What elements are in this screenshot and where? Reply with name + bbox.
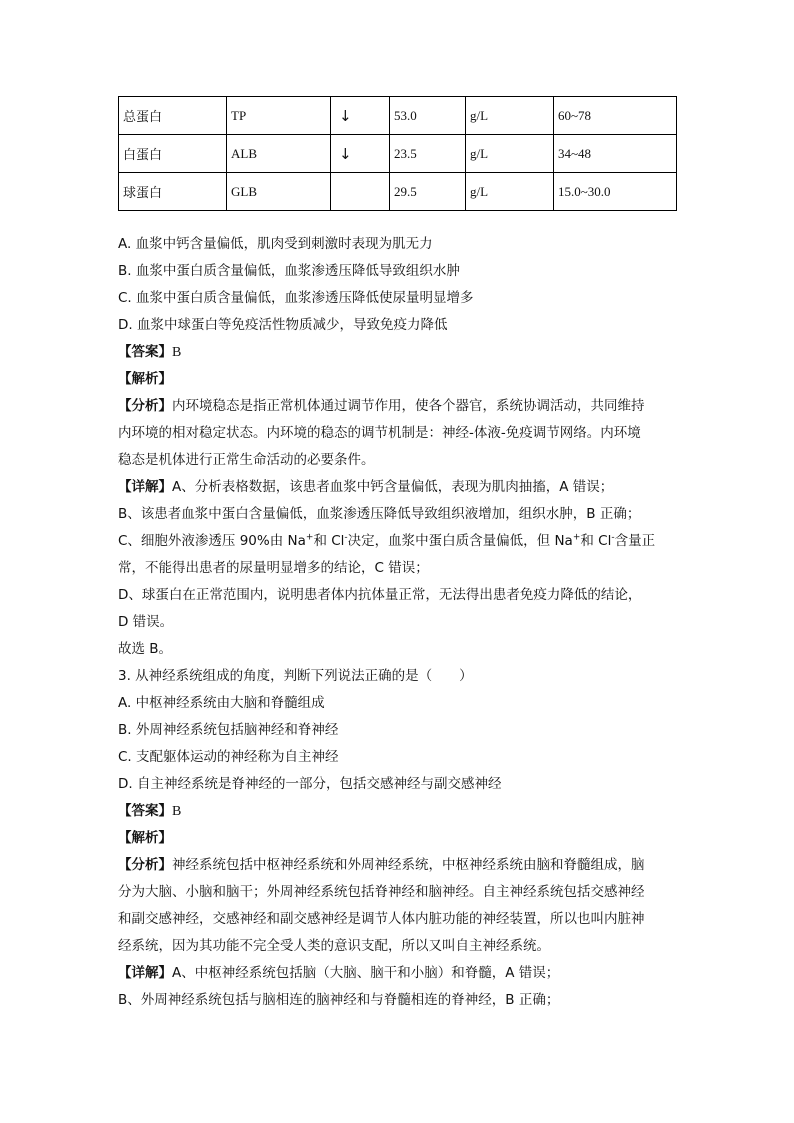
- q3-answer-tag: 【答案】: [118, 803, 172, 819]
- table-cell-reference-range: 34~48: [554, 135, 677, 173]
- fenxi-line-2: 内环境的相对稳定状态。内环境的稳态的调节机制是：神经-体液-免疫调节网络。内环境: [118, 425, 641, 441]
- table-cell-item-name: 总蛋白: [119, 97, 227, 135]
- analysis-heading: [118, 366, 678, 393]
- xiangjie-c-part3: 决定，血浆中蛋白质含量偏低，但 Na: [347, 533, 573, 549]
- fenxi-text: 内环境稳态是指正常机体通过调节作用，使各个器官，系统协调活动，共同维持: [172, 398, 645, 414]
- q3-answer-value: B: [172, 804, 182, 819]
- option-a: A. 血浆中钙含量偏低，肌肉受到刺激时表现为肌无力: [118, 236, 433, 252]
- table-cell-reference-range: 15.0~30.0: [554, 173, 677, 211]
- q3-fenxi-line-2: 分为大脑、小脑和脑干；外周神经系统包括脊神经和脑神经。自主神经系统包括交感神经: [118, 884, 645, 900]
- table-cell-result-value: 23.5: [390, 135, 466, 173]
- q3-analysis-tag: 【解析】: [118, 830, 172, 846]
- table-cell-unit: g/L: [466, 173, 554, 211]
- xiangjie-line-a: [118, 474, 678, 501]
- table-cell-result-value: 53.0: [390, 97, 466, 135]
- table-cell-item-code: GLB: [227, 173, 331, 211]
- conclusion-line: 故选 B。: [118, 641, 173, 657]
- option-d: D. 血浆中球蛋白等免疫活性物质减少，导致免疫力降低: [118, 317, 448, 333]
- cl-ion-charge-2: -: [611, 532, 615, 543]
- fenxi-line-3: 稳态是机体进行正常生命活动的必要条件。: [118, 452, 375, 468]
- q3-fenxi-tag: 【分析】: [118, 857, 172, 873]
- xiangjie-line-c1: [118, 528, 678, 555]
- xiangjie-line-d2: D 错误。: [118, 614, 174, 630]
- xiangjie-line-c2: 常，不能得出患者的尿量明显增多的结论，C 错误；: [118, 560, 429, 576]
- analysis-tag: 【解析】: [118, 371, 172, 387]
- q3-option-a: A. 中枢神经系统由大脑和脊髓组成: [118, 695, 325, 711]
- na-ion-charge-2: +: [572, 532, 581, 543]
- table-cell-trend-arrow: ↓: [331, 97, 390, 135]
- q3-xiangjie-a-text: A、中枢神经系统包括脑（大脑、脑干和小脑）和脊髓，A 错误；: [172, 965, 560, 981]
- na-ion-charge: +: [305, 532, 314, 543]
- document-body: [118, 231, 678, 1014]
- xiangjie-c-part5: 含量正: [614, 533, 656, 549]
- table-row: [119, 173, 677, 211]
- xiangjie-a-text: A、分析表格数据，该患者血浆中钙含量偏低，表现为肌肉抽搐，A 错误；: [172, 479, 614, 495]
- xiangjie-tag: 【详解】: [118, 479, 172, 495]
- fenxi-tag: 【分析】: [118, 398, 172, 414]
- q3-xiangjie-tag: 【详解】: [118, 965, 172, 981]
- q3-fenxi-line-1: [118, 852, 678, 879]
- table-row: [119, 135, 677, 173]
- option-b: B. 血浆中蛋白质含量偏低，血浆渗透压降低导致组织水肿: [118, 263, 460, 279]
- q3-fenxi-line-3: 和副交感神经，交感神经和副交感神经是调节人体内脏功能的神经装置，所以也叫内脏神: [118, 911, 645, 927]
- lab-results-table: [118, 96, 677, 211]
- cl-ion-charge: -: [344, 532, 348, 543]
- xiangjie-line-b: B、该患者血浆中蛋白含量偏低，血浆渗透压降低导致组织液增加，组织水肿，B 正确；: [118, 506, 641, 522]
- answer-line: [118, 339, 678, 366]
- q3-option-d: D. 自主神经系统是脊神经的一部分，包括交感神经与副交感神经: [118, 776, 502, 792]
- table-cell-unit: g/L: [466, 135, 554, 173]
- q3-fenxi-text: 神经系统包括中枢神经系统和外周神经系统，中枢神经系统由脑和脊髓组成，脑: [172, 857, 645, 873]
- q3-answer-line: [118, 798, 678, 825]
- table-cell-trend-arrow: ↓: [331, 135, 390, 173]
- table-cell-item-name: 白蛋白: [119, 135, 227, 173]
- q3-fenxi-line-4: 经系统，因为其功能不完全受人类的意识支配，所以又叫自主神经系统。: [118, 938, 550, 954]
- xiangjie-c-part2: 和 Cl: [313, 533, 345, 549]
- q3-xiangjie-line-a: [118, 960, 678, 987]
- option-c: C. 血浆中蛋白质含量偏低，血浆渗透压降低使尿量明显增多: [118, 290, 474, 306]
- xiangjie-line-d1: D、球蛋白在正常范围内，说明患者体内抗体量正常，无法得出患者免疫力降低的结论，: [118, 587, 642, 603]
- question-3-stem: 3. 从神经系统组成的角度，判断下列说法正确的是（ ）: [118, 668, 473, 684]
- answer-tag: 【答案】: [118, 344, 172, 360]
- xiangjie-c-part1: C、细胞外液渗透压 90%由 Na: [118, 533, 306, 549]
- table-cell-item-name: 球蛋白: [119, 173, 227, 211]
- table-cell-item-code: ALB: [227, 135, 331, 173]
- answer-value: B: [172, 345, 182, 360]
- table-cell-result-value: 29.5: [390, 173, 466, 211]
- q3-option-b: B. 外周神经系统包括脑神经和脊神经: [118, 722, 339, 738]
- q3-analysis-heading: [118, 825, 678, 852]
- table-cell-trend-arrow: [331, 173, 390, 211]
- xiangjie-c-part4: 和 Cl: [580, 533, 612, 549]
- fenxi-line-1: [118, 393, 678, 420]
- q3-xiangjie-line-b: B、外周神经系统包括与脑相连的脑神经和与脊髓相连的脊神经，B 正确；: [118, 992, 560, 1008]
- q3-option-c: C. 支配躯体运动的神经称为自主神经: [118, 749, 339, 765]
- table-cell-reference-range: 60~78: [554, 97, 677, 135]
- table-cell-unit: g/L: [466, 97, 554, 135]
- table-row: [119, 97, 677, 135]
- table-cell-item-code: TP: [227, 97, 331, 135]
